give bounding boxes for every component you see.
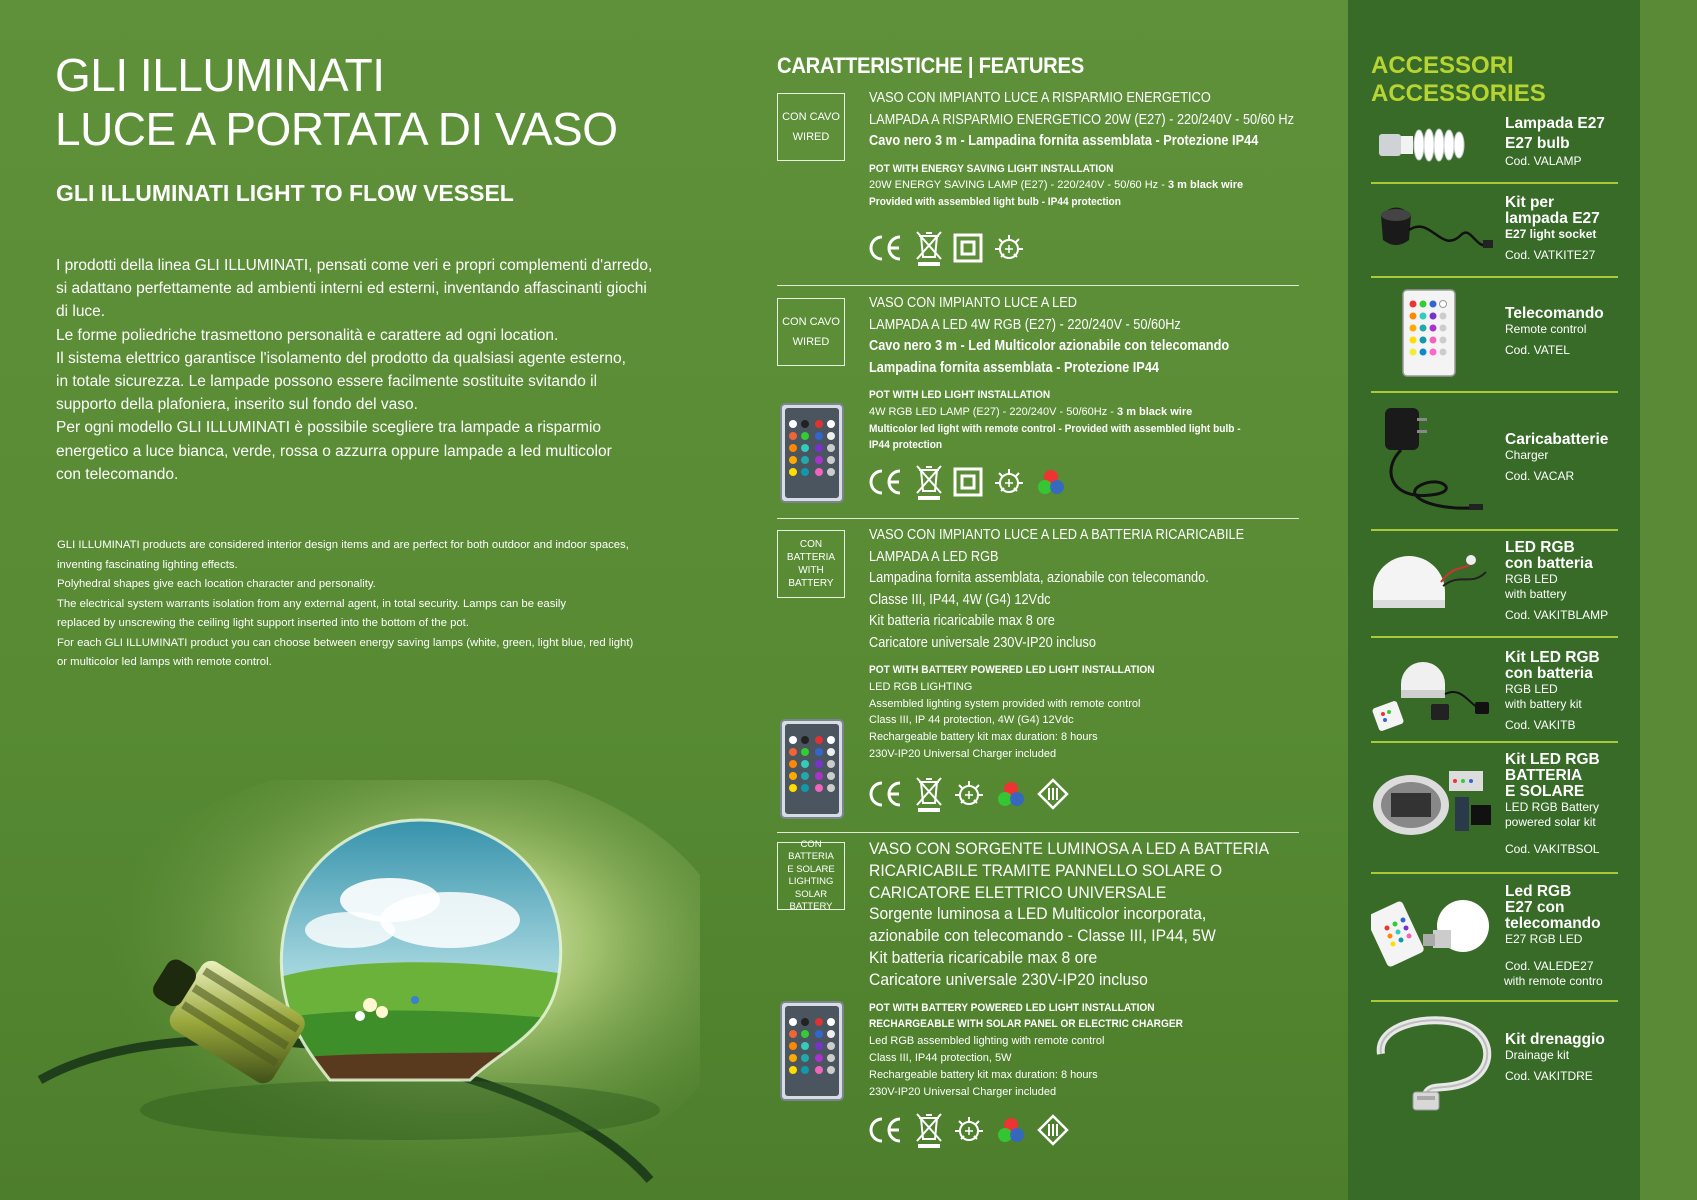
feature-it-line: Kit batteria ricaricabile max 8 ore — [869, 948, 1098, 967]
solar-battery-badge — [777, 838, 845, 912]
led-battery-lamp-image — [1371, 542, 1496, 630]
class-ii-icon — [953, 467, 983, 497]
accessory-text — [1505, 116, 1625, 169]
badge-text: WIRED — [792, 131, 830, 143]
accessory-text — [1505, 884, 1625, 989]
accessory-item[interactable] — [1371, 646, 1618, 736]
accessory-subtitle: LED RGB Battery — [1505, 800, 1600, 814]
accessory-item[interactable] — [1371, 112, 1618, 180]
ce-mark-icon — [867, 779, 905, 809]
features-heading: CARATTERISTICHE | FEATURES — [777, 53, 1084, 78]
feature-en-line: Multicolor led light with remote control - Provided with assembled light bulb - — [869, 422, 1241, 435]
accessory-code: Cod. VAKITDRE — [1505, 1069, 1593, 1083]
accessory-divider — [1371, 741, 1618, 743]
badge-text: CON CAVO — [782, 111, 840, 123]
feature-en-block — [869, 161, 1319, 211]
feature-en-heading: RECHARGEABLE WITH SOLAR PANEL OR ELECTRIC CHARGER — [869, 1018, 1183, 1031]
accessory-subtitle: Drainage kit — [1505, 1048, 1570, 1062]
accessory-text — [1505, 752, 1625, 857]
accessory-code-note: with remote contro — [1504, 974, 1603, 988]
accessory-name: Caricabatterie — [1505, 431, 1609, 448]
feature-en-line: Class III, IP 44 protection, 4W (G4) 12Vdc — [869, 714, 1074, 727]
accessory-item[interactable] — [1371, 882, 1618, 992]
feature-en-line: Rechargeable battery kit max duration: 8 hours — [869, 1068, 1098, 1081]
intro-it-line: I prodotti della linea GLI ILLUMINATI, pensati come veri e propri complementi d'arredo, — [56, 257, 653, 274]
accessory-name: telecomando — [1505, 915, 1601, 932]
ip44-icon — [993, 233, 1025, 263]
accessory-divider — [1371, 276, 1618, 278]
feature-en-text: 4W RGB LED LAMP (E27) - 220/240V - 50/60Hz - — [869, 405, 1118, 418]
section-divider — [777, 285, 1299, 286]
feature-en-line: 230V-IP20 Universal Charger included — [869, 1085, 1057, 1098]
accessory-subtitle: powered solar kit — [1505, 815, 1596, 829]
accessory-name: LED RGB — [1505, 539, 1575, 556]
feature-it-line: Lampadina fornita assemblata - Protezione IP44 — [869, 359, 1160, 376]
certification-icons — [867, 774, 1069, 814]
accessory-name: Kit LED RGB — [1505, 751, 1600, 768]
accessory-text — [1505, 195, 1625, 263]
feature-it-line: Cavo nero 3 m - Lampadina fornita assemblata - Protezione IP44 — [869, 133, 1259, 149]
remote-control-image — [1401, 288, 1461, 380]
feature-en-line: LED RGB LIGHTING — [869, 680, 973, 693]
lightbulb-landscape-illustration — [30, 780, 700, 1200]
feature-it-line: VASO CON IMPIANTO LUCE A LED — [869, 295, 1078, 311]
feature-it-line: VASO CON SORGENTE LUMINOSA A LED A BATTERIA — [869, 840, 1270, 858]
section-divider — [777, 518, 1299, 519]
accessory-name: E27 con — [1505, 899, 1565, 916]
feature-en-heading: POT WITH ENERGY SAVING LIGHT INSTALLATION — [869, 162, 1114, 175]
page-edge — [1640, 0, 1697, 1200]
feature-en-heading: POT WITH LED LIGHT INSTALLATION — [869, 389, 1051, 401]
feature-it-line: Lampadina fornita assemblata, azionabile con telecomando. — [869, 570, 1209, 586]
accessory-code: Cod. VAKITBSOL — [1505, 842, 1600, 856]
class-iii-icon — [1037, 778, 1069, 810]
accessory-divider — [1371, 391, 1618, 393]
feature-it-line: LAMPADA A LED RGB — [869, 548, 999, 565]
intro-it-line: energetico a luce bianca, verde, rossa o azzurra oppure lampade a led multicolor — [56, 442, 612, 460]
rgb-icon — [1035, 467, 1067, 497]
feature-en-line — [869, 404, 1319, 421]
feature-it-line: azionabile con telecomando - Classe III, IP44, 5W — [869, 927, 1216, 946]
intro-italian — [56, 254, 696, 486]
intro-it-line: Il sistema elettrico garantisce l'isolamento del prodotto da qualsiasi agente esterno, — [56, 349, 626, 367]
accessories-heading-en: ACCESSORIES — [1371, 80, 1546, 107]
feature-it-line: VASO CON IMPIANTO LUCE A RISPARMIO ENERGETICO — [869, 90, 1211, 106]
feature-en-line: IP44 protection — [869, 439, 943, 452]
accessory-name: con batteria — [1505, 665, 1593, 682]
remote-control-image — [779, 402, 845, 504]
intro-it-line: Per ogni modello GLI ILLUMINATI è possibile scegliere tra lampade a risparmio — [56, 419, 602, 437]
accessory-name: Kit per — [1505, 194, 1555, 211]
section-divider — [777, 832, 1299, 833]
rgb-icon — [995, 1115, 1027, 1145]
accessory-text — [1505, 1032, 1625, 1084]
accessory-code: Cod. VALEDE27 — [1505, 959, 1594, 973]
accessory-name: lampada E27 — [1505, 210, 1600, 227]
badge-text: SOLAR BATTERY — [789, 888, 833, 912]
intro-en-line: The electrical system warrants isolation from any external agent, in total security. Lamps can be easily — [57, 597, 567, 610]
feature-it-line: LAMPADA A LED 4W RGB (E27) - 220/240V - 50/60Hz — [869, 316, 1181, 333]
accessory-divider — [1371, 872, 1618, 874]
accessory-subtitle: with battery — [1505, 587, 1567, 601]
rgb-icon — [995, 779, 1027, 809]
cfl-bulb-image — [1371, 120, 1481, 170]
feature-en-bold: 3 m black wire — [1117, 405, 1193, 418]
led-kit-image — [1371, 654, 1496, 734]
solar-kit-image — [1371, 765, 1496, 845]
feature-battery — [869, 525, 1319, 763]
accessory-subtitle: Remote control — [1505, 322, 1587, 336]
accessory-item[interactable] — [1371, 193, 1618, 273]
intro-it-line: Le forme poliedriche trasmettono personalità e carattere ad ogni location. — [56, 326, 559, 344]
feature-it-line: LAMPADA A RISPARMIO ENERGETICO 20W (E27) - 220/240V - 50/60 Hz — [869, 111, 1295, 128]
feature-en-text: 20W ENERGY SAVING LAMP (E27) - 220/240V - 50/60 Hz - — [869, 179, 1168, 192]
feature-en-bold: 3 m black wire — [1167, 179, 1244, 192]
feature-en-block — [869, 387, 1319, 454]
accessory-code: Cod. VAKITBLAMP — [1505, 608, 1609, 622]
intro-en-line: replaced by unscrewing the ceiling light support inserted into the bottom of the pot. — [57, 617, 469, 629]
feature-en-line — [869, 177, 1319, 194]
accessory-code: Cod. VATEL — [1505, 343, 1570, 357]
feature-en-block — [869, 662, 1319, 763]
feature-solar-battery — [869, 839, 1319, 1100]
feature-it-line: Classe III, IP44, 4W (G4) 12Vdc — [869, 591, 1051, 608]
accessory-name: Telecomando — [1505, 305, 1604, 322]
feature-en-line: Class III, IP44 protection, 5W — [869, 1051, 1012, 1064]
weee-bin-icon — [915, 464, 943, 500]
accessory-name: E SOLARE — [1505, 783, 1585, 800]
feature-it-line: RICARICABILE TRAMITE PANNELLO SOLARE O — [869, 861, 1223, 880]
accessory-text — [1505, 432, 1625, 484]
accessory-divider — [1371, 529, 1618, 531]
accessory-name: con batteria — [1505, 555, 1593, 572]
intro-it-line: in totale sicurezza. Le lampade possono essere facilmente sostituite svitando il — [56, 373, 598, 391]
feature-en-line: Provided with assembled light bulb - IP44 protection — [869, 196, 1121, 209]
ip44-icon — [953, 779, 985, 809]
ip44-icon — [993, 467, 1025, 497]
accessory-code: Cod. VATKITE27 — [1505, 248, 1596, 262]
accessory-item[interactable] — [1371, 540, 1618, 632]
weee-bin-icon — [915, 1112, 943, 1148]
intro-en-line: GLI ILLUMINATI products are considered interior design items and are perfect for both outdoor and indoor spaces, — [57, 539, 629, 551]
accessory-text — [1505, 540, 1625, 623]
accessory-code: Cod. VALAMP — [1505, 154, 1582, 168]
badge-text: WITH BATTERY — [788, 565, 834, 589]
battery-badge — [777, 530, 845, 598]
accessory-name: Led RGB — [1505, 883, 1572, 900]
drainage-kit-image — [1371, 1014, 1501, 1118]
charger-image — [1371, 400, 1496, 518]
badge-text: LIGHTING — [788, 876, 834, 887]
badge-text: E SOLARE — [787, 863, 835, 875]
feature-en-heading: POT WITH BATTERY POWERED LED LIGHT INSTALLATION — [869, 1001, 1155, 1014]
intro-it-line: supporto della plafoniera, inserito sul fondo del vaso. — [56, 396, 418, 414]
accessory-text — [1505, 650, 1625, 733]
accessory-name: Kit drenaggio — [1505, 1031, 1605, 1048]
accessories-heading-it: ACCESSORI — [1371, 52, 1514, 79]
class-ii-icon — [953, 233, 983, 263]
feature-en-heading: POT WITH BATTERY POWERED LED LIGHT INSTALLATION — [869, 664, 1155, 676]
weee-bin-icon — [915, 776, 943, 812]
accessory-divider — [1371, 1000, 1618, 1002]
accessory-item[interactable] — [1371, 1010, 1618, 1120]
intro-en-line: or multicolor led lamps with remote control. — [57, 656, 272, 668]
accessory-subtitle: RGB LED — [1505, 572, 1558, 586]
page-title — [55, 48, 617, 156]
badge-text: CON BATTERIA — [788, 838, 834, 862]
remote-control-image — [779, 718, 845, 820]
class-iii-icon — [1037, 1114, 1069, 1146]
ip44-icon — [953, 1115, 985, 1145]
intro-it-line: con telecomando. — [56, 465, 179, 483]
accessory-subtitle: Charger — [1505, 448, 1549, 462]
intro-en-line: For each GLI ILLUMINATI product you can choose between energy saving lamps (white, green, light blue, red light) — [57, 636, 634, 649]
page-subtitle: GLI ILLUMINATI LIGHT TO FLOW VESSEL — [56, 180, 514, 206]
certification-icons — [867, 228, 1025, 268]
intro-it-line: di luce. — [56, 303, 106, 321]
feature-it-line: Sorgente luminosa a LED Multicolor incorporata, — [869, 905, 1207, 924]
accessory-item[interactable] — [1371, 286, 1618, 378]
intro-en-line: Polyhedral shapes give each location character and personality. — [57, 578, 376, 590]
feature-it-line: VASO CON IMPIANTO LUCE A LED A BATTERIA RICARICABILE — [869, 527, 1245, 543]
accessory-divider — [1371, 636, 1618, 638]
feature-it-line: Caricatore universale 230V-IP20 incluso — [869, 970, 1148, 989]
accessory-item[interactable] — [1371, 750, 1618, 868]
badge-text: WIRED — [792, 336, 830, 348]
accessory-code: Cod. VAKITB — [1505, 718, 1576, 732]
wired-badge — [777, 93, 845, 161]
ce-mark-icon — [867, 233, 905, 263]
accessory-name: Kit LED RGB — [1505, 649, 1600, 666]
feature-en-block — [869, 1000, 1319, 1101]
rgb-bulb-remote-image — [1371, 894, 1496, 974]
feature-it-line: Caricatore universale 230V-IP20 incluso — [869, 634, 1096, 651]
accessory-subtitle: with battery kit — [1505, 697, 1582, 711]
feature-en-line: Rechargeable battery kit max duration: 8 hours — [869, 731, 1098, 744]
ce-mark-icon — [867, 467, 905, 497]
accessory-divider — [1371, 182, 1618, 184]
intro-en-line: inventing fascinating lighting effects. — [57, 558, 238, 571]
title-line-1: GLI ILLUMINATI — [55, 49, 385, 101]
accessory-subtitle: RGB LED — [1505, 682, 1558, 696]
accessory-code: Cod. VACAR — [1505, 469, 1575, 483]
intro-english — [57, 536, 707, 673]
accessory-name: BATTERIA — [1505, 767, 1583, 784]
feature-it-line: CARICATORE ELETTRICO UNIVERSALE — [869, 883, 1167, 902]
intro-it-line: si adattano perfettamente ad ambienti interni ed esterni, inventando affascinanti giochi — [56, 280, 647, 298]
feature-en-line: Assembled lighting system provided with remote control — [869, 697, 1141, 710]
certification-icons — [867, 1110, 1069, 1150]
feature-en-line: 230V-IP20 Universal Charger included — [869, 747, 1057, 760]
light-socket-image — [1371, 195, 1496, 265]
weee-bin-icon — [915, 230, 943, 266]
wired-badge — [777, 298, 845, 366]
certification-icons — [867, 462, 1067, 502]
accessory-subtitle: E27 RGB LED — [1505, 932, 1583, 946]
feature-it-line: Kit batteria ricaricabile max 8 ore — [869, 613, 1055, 629]
badge-text: CON CAVO — [782, 316, 840, 328]
accessory-name: E27 bulb — [1505, 135, 1570, 152]
accessory-text — [1505, 306, 1625, 358]
feature-energy-saving — [869, 88, 1319, 211]
remote-control-image — [779, 1000, 845, 1102]
accessory-item[interactable] — [1371, 400, 1618, 518]
ce-mark-icon — [867, 1115, 905, 1145]
accessory-subtitle: E27 light socket — [1505, 227, 1597, 241]
title-line-2: LUCE A PORTATA DI VASO — [55, 103, 618, 155]
badge-text: CON BATTERIA — [786, 539, 836, 563]
accessory-name: Lampada E27 — [1505, 115, 1605, 132]
feature-led — [869, 293, 1319, 454]
feature-it-line: Cavo nero 3 m - Led Multicolor azionabile con telecomando — [869, 338, 1230, 354]
feature-en-line: Led RGB assembled lighting with remote control — [869, 1035, 1105, 1048]
